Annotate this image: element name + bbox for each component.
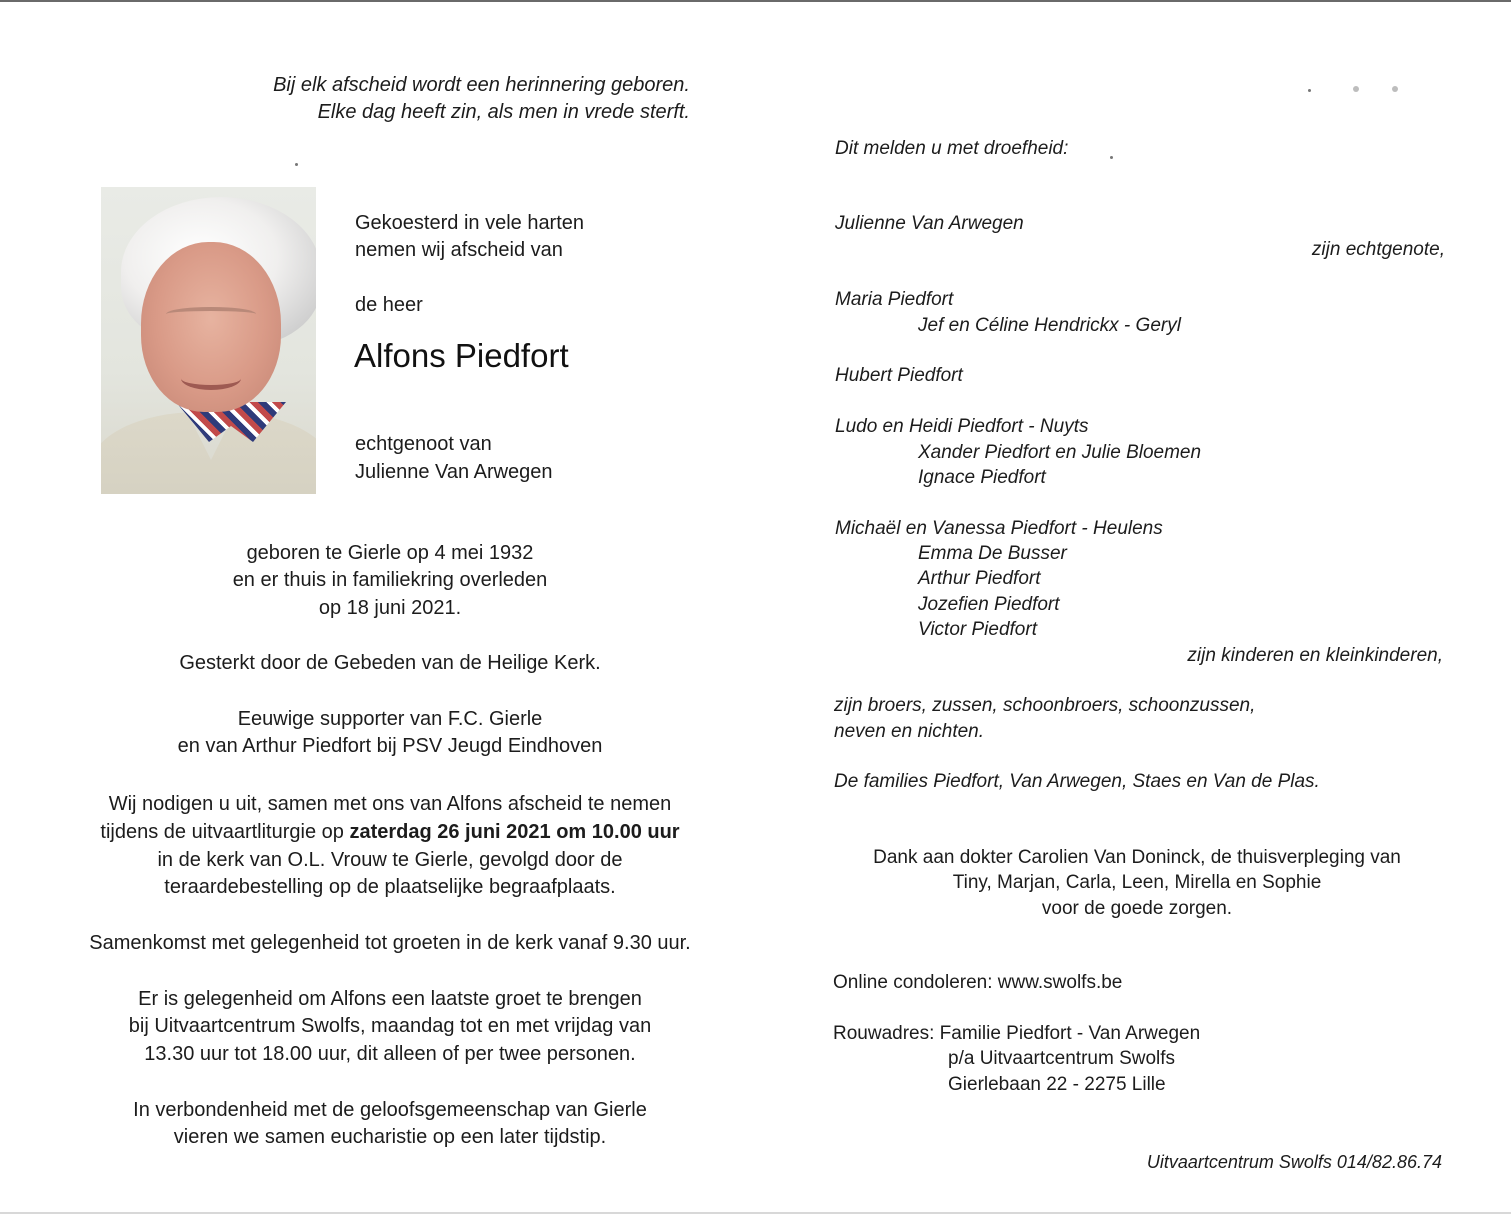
child-ludo: Ludo en Heidi Piedfort - Nuyts	[835, 416, 1089, 437]
supporter-line-1: Eeuwige supporter van F.C. Gierle	[237, 708, 543, 730]
relatives-line-2: neven en nichten.	[834, 721, 985, 742]
thanks-line-2: Tiny, Marjan, Carla, Leen, Mirella en Sophie	[952, 872, 1322, 893]
address-line-3: Gierlebaan 22 - 2275 Lille	[948, 1074, 1166, 1095]
spouse-role: zijn echtgenote,	[1311, 239, 1445, 260]
scan-edge-top	[0, 0, 1511, 2]
scan-speck	[1110, 156, 1113, 159]
scan-edge-bottom	[0, 1212, 1511, 1214]
address-line-2: p/a Uitvaartcentrum Swolfs	[948, 1048, 1176, 1069]
quote-line-2: Elke dag heeft zin, als men in vrede sterft.	[317, 101, 690, 123]
spouse-line-2: Julienne Van Arwegen	[355, 461, 553, 483]
families-line: De families Piedfort, Van Arwegen, Staes en Van de Plas.	[834, 771, 1320, 792]
honorific: de heer	[355, 294, 423, 316]
portrait-photo	[101, 187, 316, 494]
thanks-line-3: voor de goede zorgen.	[1041, 898, 1233, 919]
grandchild-emma: Emma De Busser	[918, 543, 1067, 564]
grandchild-jef: Jef en Céline Hendrickx - Geryl	[918, 315, 1181, 336]
funeral-datetime: zaterdag 26 juni 2021 om 10.00 uur	[349, 821, 680, 843]
thanks-line-1: Dank aan dokter Carolien Van Doninck, de thuisverpleging van	[873, 847, 1401, 868]
intro-line-1: Gekoesterd in vele harten	[355, 212, 585, 234]
grandchild-jozefien: Jozefien Piedfort	[918, 594, 1060, 615]
quote-line-1: Bij elk afscheid wordt een herinnering geboren.	[273, 74, 690, 96]
invitation-line-3: in de kerk van O.L. Vrouw te Gierle, gevolgd door de	[157, 849, 623, 871]
spouse-name: Julienne Van Arwegen	[835, 213, 1024, 234]
grandchild-xander: Xander Piedfort en Julie Bloemen	[918, 442, 1202, 463]
scan-speck	[1353, 86, 1359, 92]
grandchild-victor: Victor Piedfort	[918, 619, 1037, 640]
child-hubert: Hubert Piedfort	[835, 365, 963, 386]
invitation-line-2-text: tijdens de uitvaartliturgie op	[100, 821, 350, 843]
online-condolences: Online condoleren: www.swolfs.be	[833, 972, 1123, 993]
grandchild-arthur: Arthur Piedfort	[918, 568, 1041, 589]
announcement: Dit melden u met droefheid:	[835, 138, 1069, 159]
farewell-line-2: bij Uitvaartcentrum Swolfs, maandag tot en met vrijdag van	[128, 1015, 652, 1037]
address-line-1: Rouwadres: Familie Piedfort - Van Arwegen	[833, 1023, 1201, 1044]
birth-line: geboren te Gierle op 4 mei 1932	[246, 542, 534, 564]
grandchild-ignace: Ignace Piedfort	[918, 467, 1046, 488]
relatives-line-1: zijn broers, zussen, schoonbroers, schoonzussen,	[834, 695, 1256, 716]
death-line: en er thuis in familiekring overleden	[232, 569, 548, 591]
invitation-line-2	[40, 821, 740, 844]
death-date-line: op 18 juni 2021.	[318, 597, 462, 619]
invitation-line-4: teraardebestelling op de plaatselijke begraafplaats.	[164, 876, 616, 898]
child-maria: Maria Piedfort	[835, 289, 954, 310]
scan-speck	[1392, 86, 1398, 92]
supporter-line-2: en van Arthur Piedfort bij PSV Jeugd Eindhoven	[177, 735, 603, 757]
funeral-home-footer: Uitvaartcentrum Swolfs 014/82.86.74	[1146, 1152, 1442, 1172]
farewell-line-3: 13.30 uur tot 18.00 uur, dit alleen of per twee personen.	[144, 1043, 636, 1065]
children-role: zijn kinderen en kleinkinderen,	[1187, 645, 1443, 666]
scan-speck	[1308, 89, 1311, 92]
scan-speck	[295, 163, 298, 166]
child-michael: Michaël en Vanessa Piedfort - Heulens	[835, 518, 1163, 539]
intro-line-2: nemen wij afscheid van	[355, 239, 563, 261]
eucharist-line-2: vieren we samen eucharistie op een later tijdstip.	[173, 1126, 607, 1148]
invitation-line-1: Wij nodigen u uit, samen met ons van Alfons afscheid te nemen	[108, 793, 672, 815]
spouse-line-1: echtgenoot van	[355, 433, 492, 455]
farewell-line-1: Er is gelegenheid om Alfons een laatste groet te brengen	[138, 988, 642, 1010]
sacrament-line: Gesterkt door de Gebeden van de Heilige Kerk.	[179, 652, 601, 674]
eucharist-line-1: In verbondenheid met de geloofsgemeenschap van Gierle	[133, 1099, 647, 1121]
deceased-name: Alfons Piedfort	[354, 337, 569, 374]
gathering-line: Samenkomst met gelegenheid tot groeten in de kerk vanaf 9.30 uur.	[89, 932, 691, 954]
